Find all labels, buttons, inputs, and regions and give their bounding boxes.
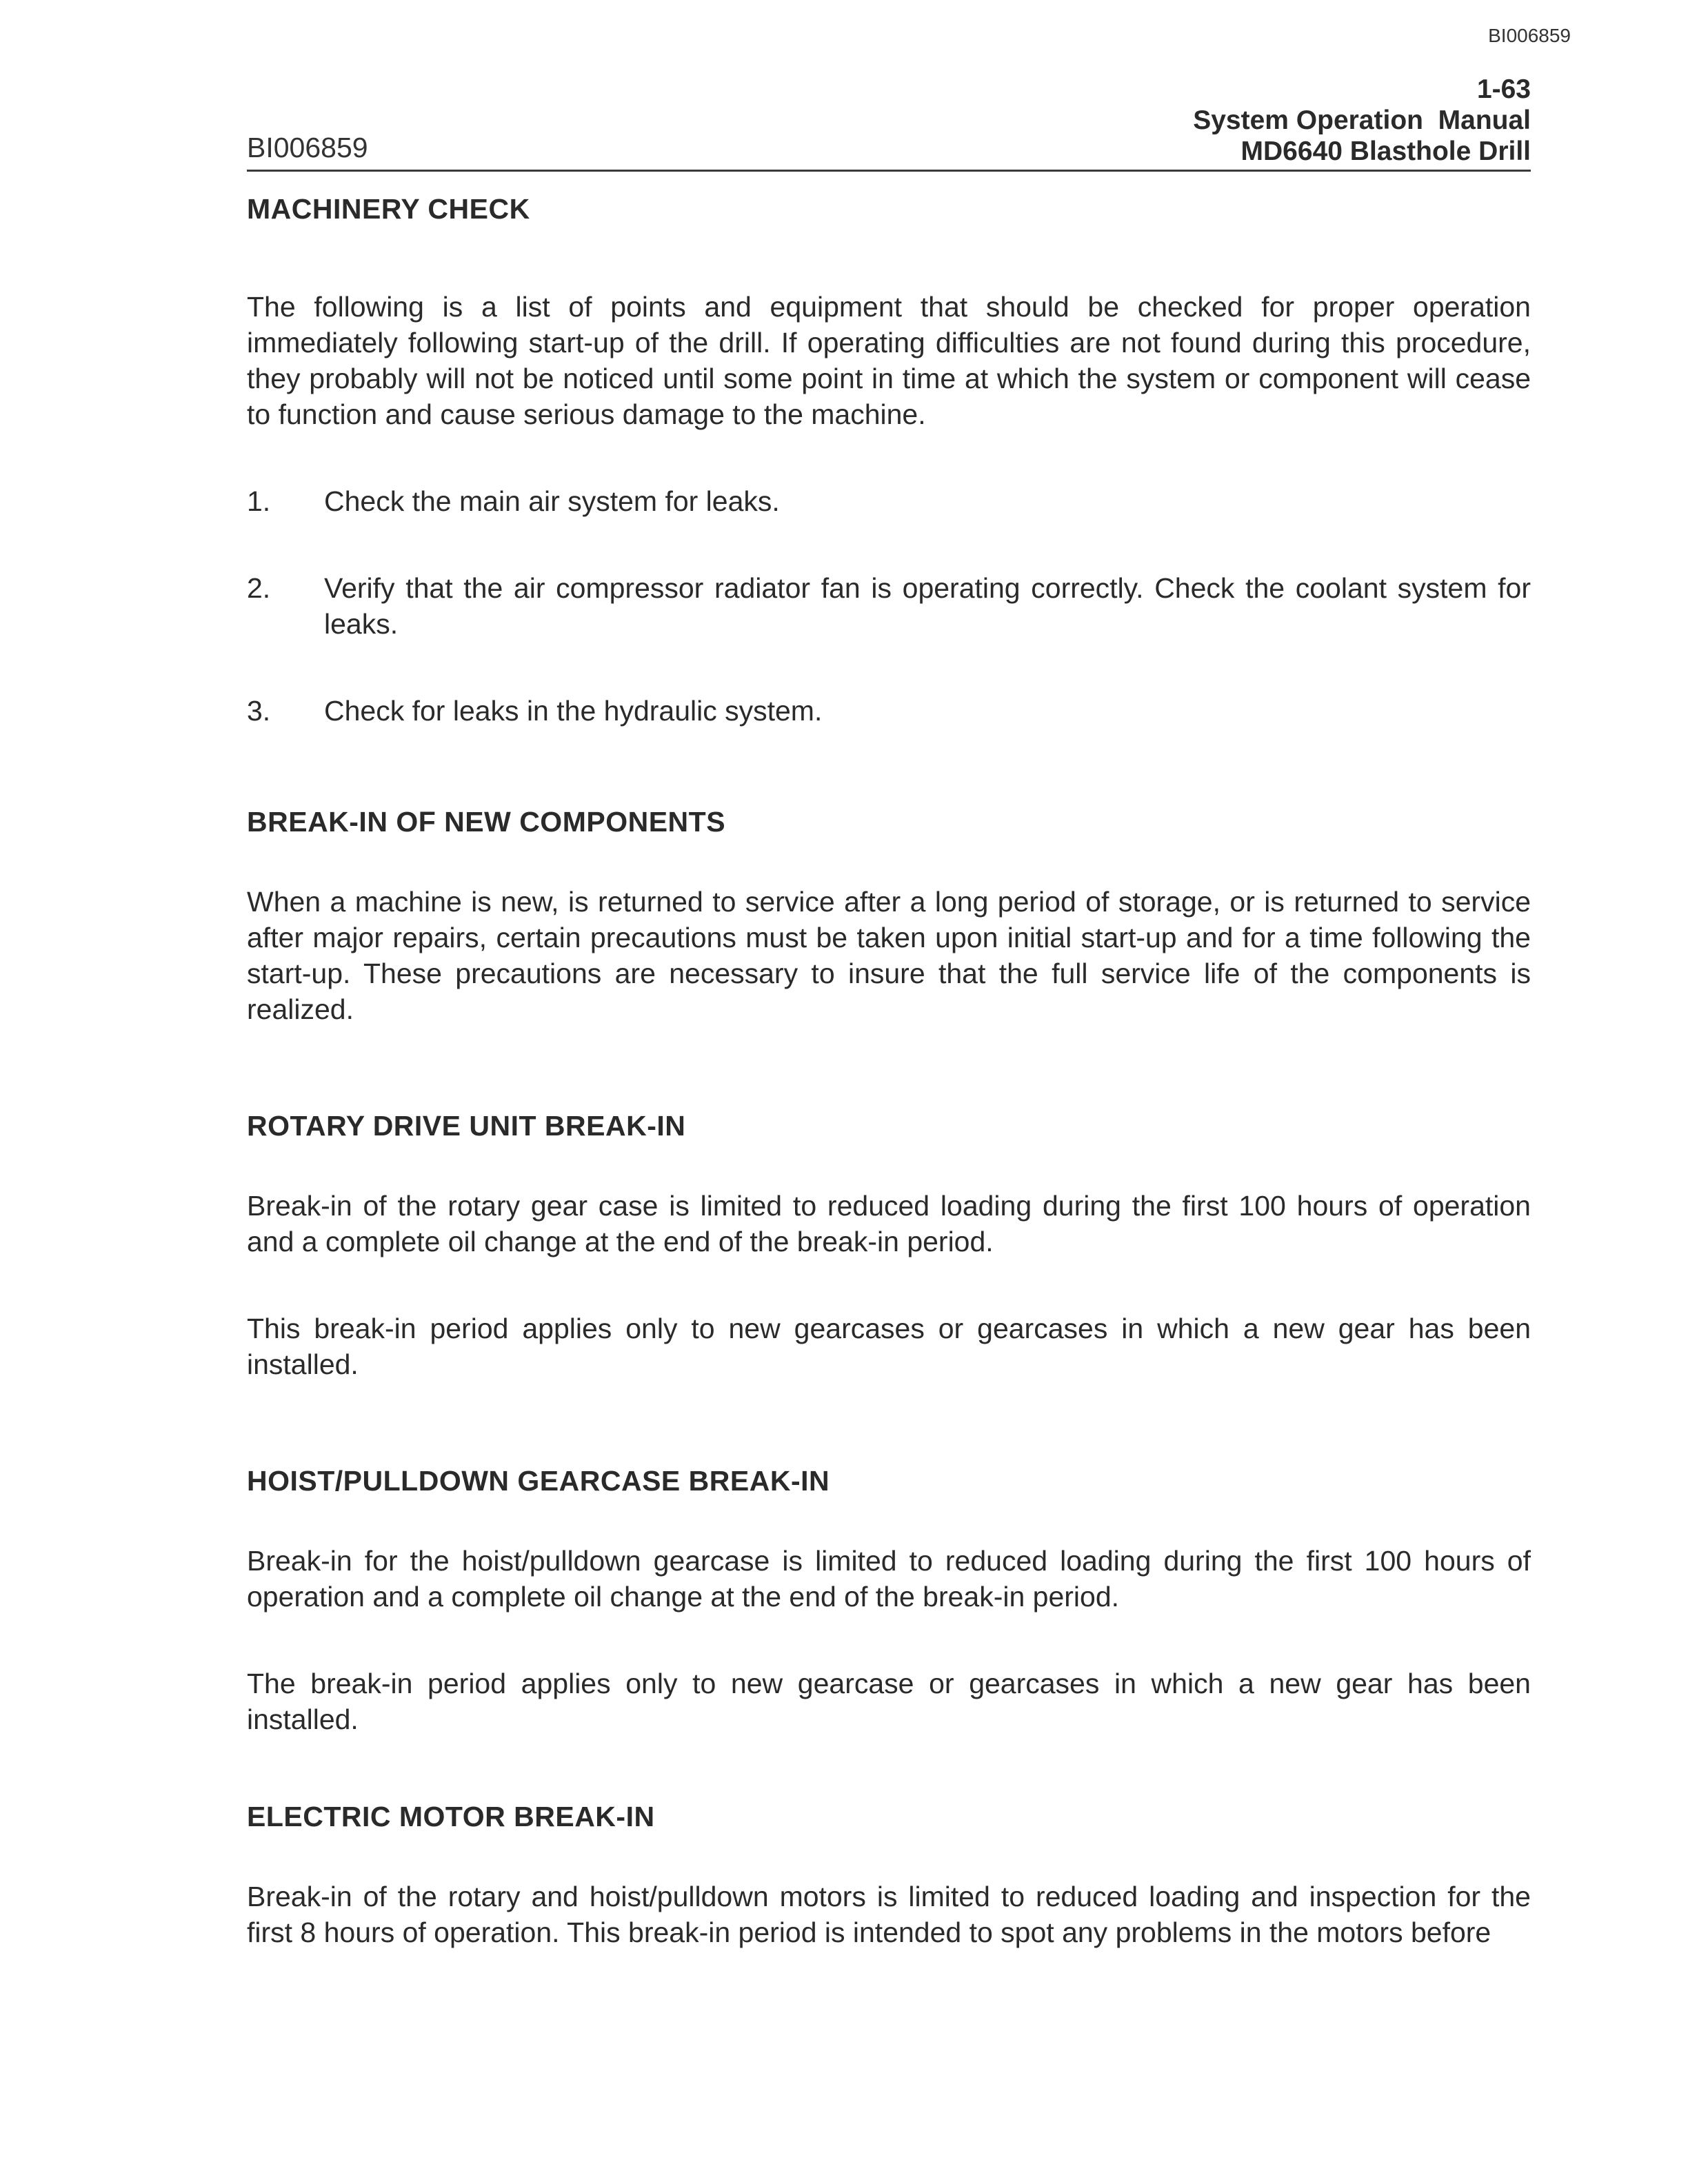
product-title: MD6640 Blasthole Drill [1240, 136, 1531, 166]
hoist-break-in-paragraph-1: Break-in for the hoist/pulldown gearcase is limited to reduced loading during the first 100 hours of operation and a complete oil change at the end of the break-in period. [247, 1545, 1531, 1612]
list-item [247, 693, 1531, 729]
page-header [247, 74, 1531, 172]
list-item-number: 2. [247, 572, 271, 604]
list-item-text: Check the main air system for leaks. [324, 485, 780, 517]
page-content [247, 181, 1531, 1950]
hoist-break-in-paragraph-2: The break-in period applies only to new gearcase or gearcases in which a new gear has been installed. [247, 1668, 1531, 1735]
list-item-number: 1. [247, 485, 271, 517]
motor-break-in-paragraph-1: Break-in of the rotary and hoist/pulldown motors is limited to reduced loading and inspection for the first 8 hours of operation. This break-in period is intended to spot any problems in the motors before [247, 1881, 1531, 1948]
list-item [247, 483, 1531, 519]
list-item-text: Verify that the air compressor radiator fan is operating correctly. Check the coolant system for leaks. [324, 572, 1531, 640]
rotary-break-in-paragraph-2: This break-in period applies only to new gearcases or gearcases in which a new gear has been installed. [247, 1313, 1531, 1380]
machinery-check-intro: The following is a list of points and equipment that should be checked for proper operation immediately following start-up of the drill. If operating difficulties are not found during this procedure, they probably will not be noticed until some point in time at which the system or component will cease to function and cause serious damage to the machine. [247, 291, 1531, 430]
page-number: 1-63 [1476, 74, 1531, 104]
section-heading-hoist-pulldown-break-in: HOIST/PULLDOWN GEARCASE BREAK-IN [247, 1465, 830, 1497]
rotary-break-in-paragraph-1: Break-in of the rotary gear case is limited to reduced loading during the first 100 hours of operation and a complete oil change at the end of the break-in period. [247, 1190, 1531, 1257]
list-item-text: Check for leaks in the hydraulic system. [324, 695, 823, 727]
list-item [247, 570, 1531, 642]
break-in-new-components-text: When a machine is new, is returned to service after a long period of storage, or is returned to service after major repairs, certain precautions must be taken upon initial start-up and for a time following the start-up. These precautions are necessary to insure that the full service life of the components is realized. [247, 886, 1531, 1025]
list-item-number: 3. [247, 695, 271, 727]
document-id-top: BI006859 [1488, 25, 1571, 46]
section-heading-electric-motor-break-in: ELECTRIC MOTOR BREAK-IN [247, 1801, 655, 1832]
section-heading-rotary-drive-break-in: ROTARY DRIVE UNIT BREAK-IN [247, 1110, 686, 1142]
section-heading-machinery-check: MACHINERY CHECK [247, 193, 530, 225]
header-title-block [1193, 74, 1531, 167]
section-heading-break-in-new-components: BREAK-IN OF NEW COMPONENTS [247, 806, 726, 838]
manual-title: System Operation Manual [1193, 105, 1531, 135]
header-document-id: BI006859 [247, 132, 368, 163]
